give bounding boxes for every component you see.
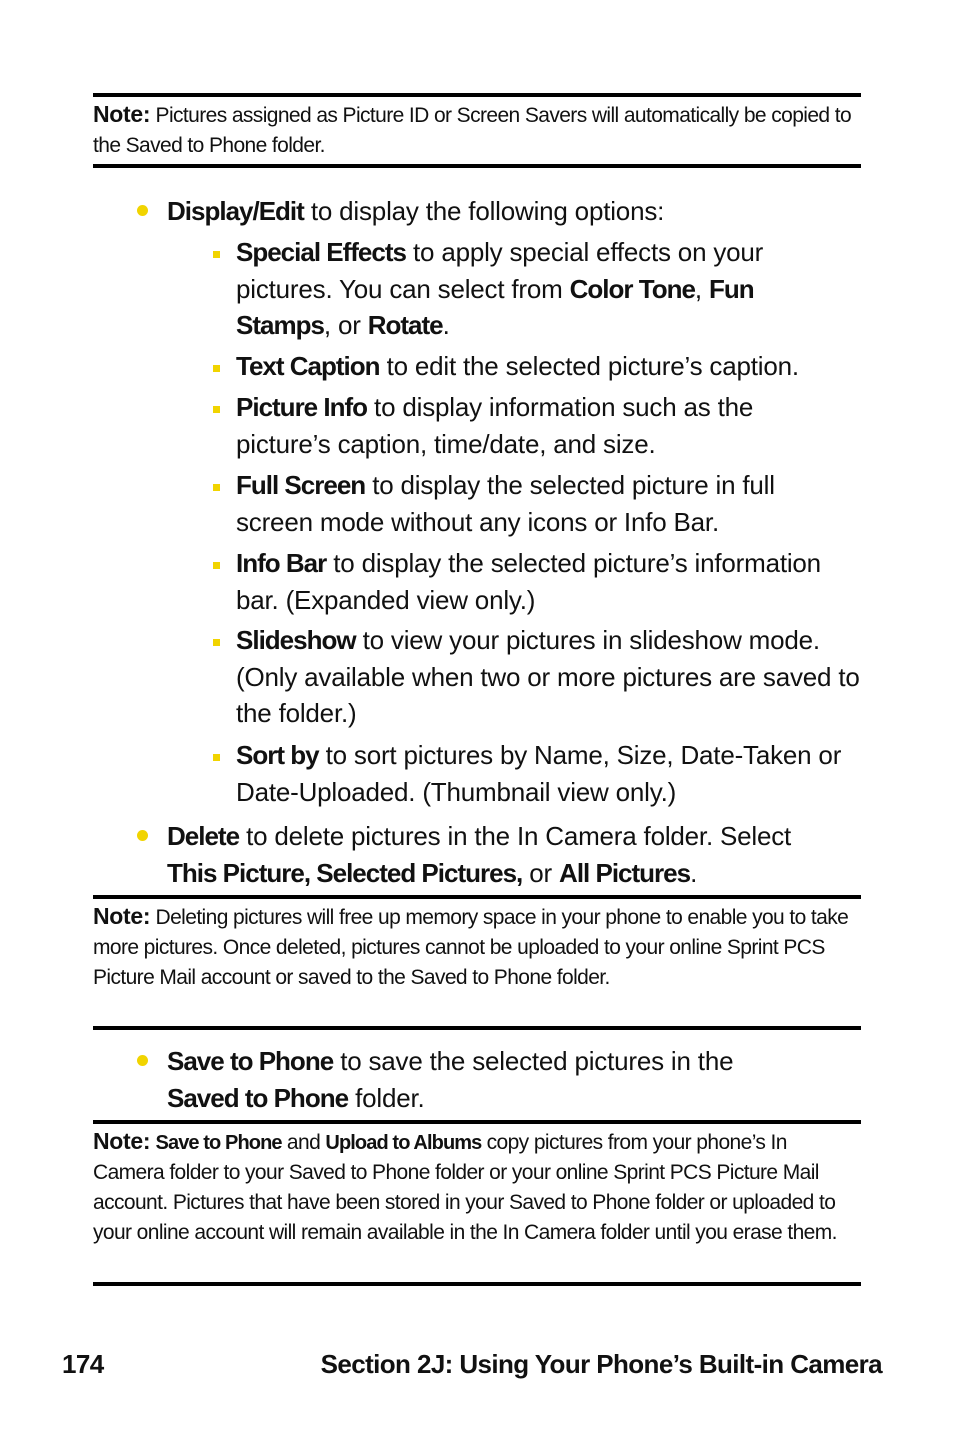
option-sort-by: Sort by to sort pictures by Name, Size, Date-Taken or Date-Uploaded. (Thumbnail view only.) (236, 740, 842, 807)
note-text: Deleting pictures will free up memory space in your phone to enable you to take more pictures. Once deleted, pictures cannot be uploaded to your online Sprint PCS Picture Mail account or saved to the Saved to Phone folder. (93, 906, 849, 989)
option-slideshow: Slideshow to view your pictures in slideshow mode. (Only available when two or more pictures are saved to the folder.) (236, 625, 860, 729)
option-full-screen: Full Screen to display the selected picture in full screen mode without any icons or Info Bar. (236, 470, 775, 537)
subbullet-text-caption (213, 365, 220, 372)
item-display-edit: Display/Edit to display the following options: (167, 196, 665, 226)
subbullet-sort-by (213, 754, 220, 761)
note-label: Note: (93, 1128, 151, 1154)
option-text-caption: Text Caption to edit the selected picture’s caption. (236, 351, 799, 381)
option-special-effects: Special Effects to apply special effects on your pictures. You can select from Color Tone, Fun Stamps, or Rotate. (236, 237, 764, 341)
subbullet-slideshow (213, 639, 220, 646)
bullet-display-edit (137, 205, 148, 216)
bullet-save-to-phone (137, 1055, 148, 1066)
item-save-to-phone: Save to Phone to save the selected pictures in the Saved to Phone folder. (167, 1046, 734, 1113)
option-picture-info: Picture Info to display information such as the picture’s caption, time/date, and size. (236, 392, 754, 459)
subbullet-info-bar (213, 562, 220, 569)
subbullet-special-effects (213, 251, 220, 258)
page-number: 174 (62, 1349, 104, 1379)
note-text: Pictures assigned as Picture ID or Screen Savers will automatically be copied to the Saved to Phone folder. (93, 104, 852, 157)
section-title: Section 2J: Using Your Phone’s Built-in Camera (320, 1349, 882, 1379)
note-label: Note: (93, 903, 151, 929)
note-box-deleting (93, 895, 861, 1030)
note-label: Note: (93, 101, 151, 127)
option-info-bar: Info Bar to display the selected picture’s information bar. (Expanded view only.) (236, 548, 821, 615)
term-display-edit: Display/Edit (167, 196, 304, 226)
subbullet-picture-info (213, 406, 220, 413)
note-box-save-upload: Note: Save to Phone and Upload to Albums copy pictures from your phone’s In Camera folder to your Saved to Phone folder or your online Sprint PCS Picture Mail account. Pictures that have been stored in your Saved to Phone folder or uploaded to your online account will remain available in the In Camera folder until you erase them. (93, 1120, 861, 1286)
bullet-delete (137, 830, 148, 841)
note-box-picture-id (93, 93, 861, 168)
item-delete: Delete to delete pictures in the In Camera folder. Select This Picture, Selected Pictures, or All Pictures. (167, 821, 792, 888)
subbullet-full-screen (213, 484, 220, 491)
